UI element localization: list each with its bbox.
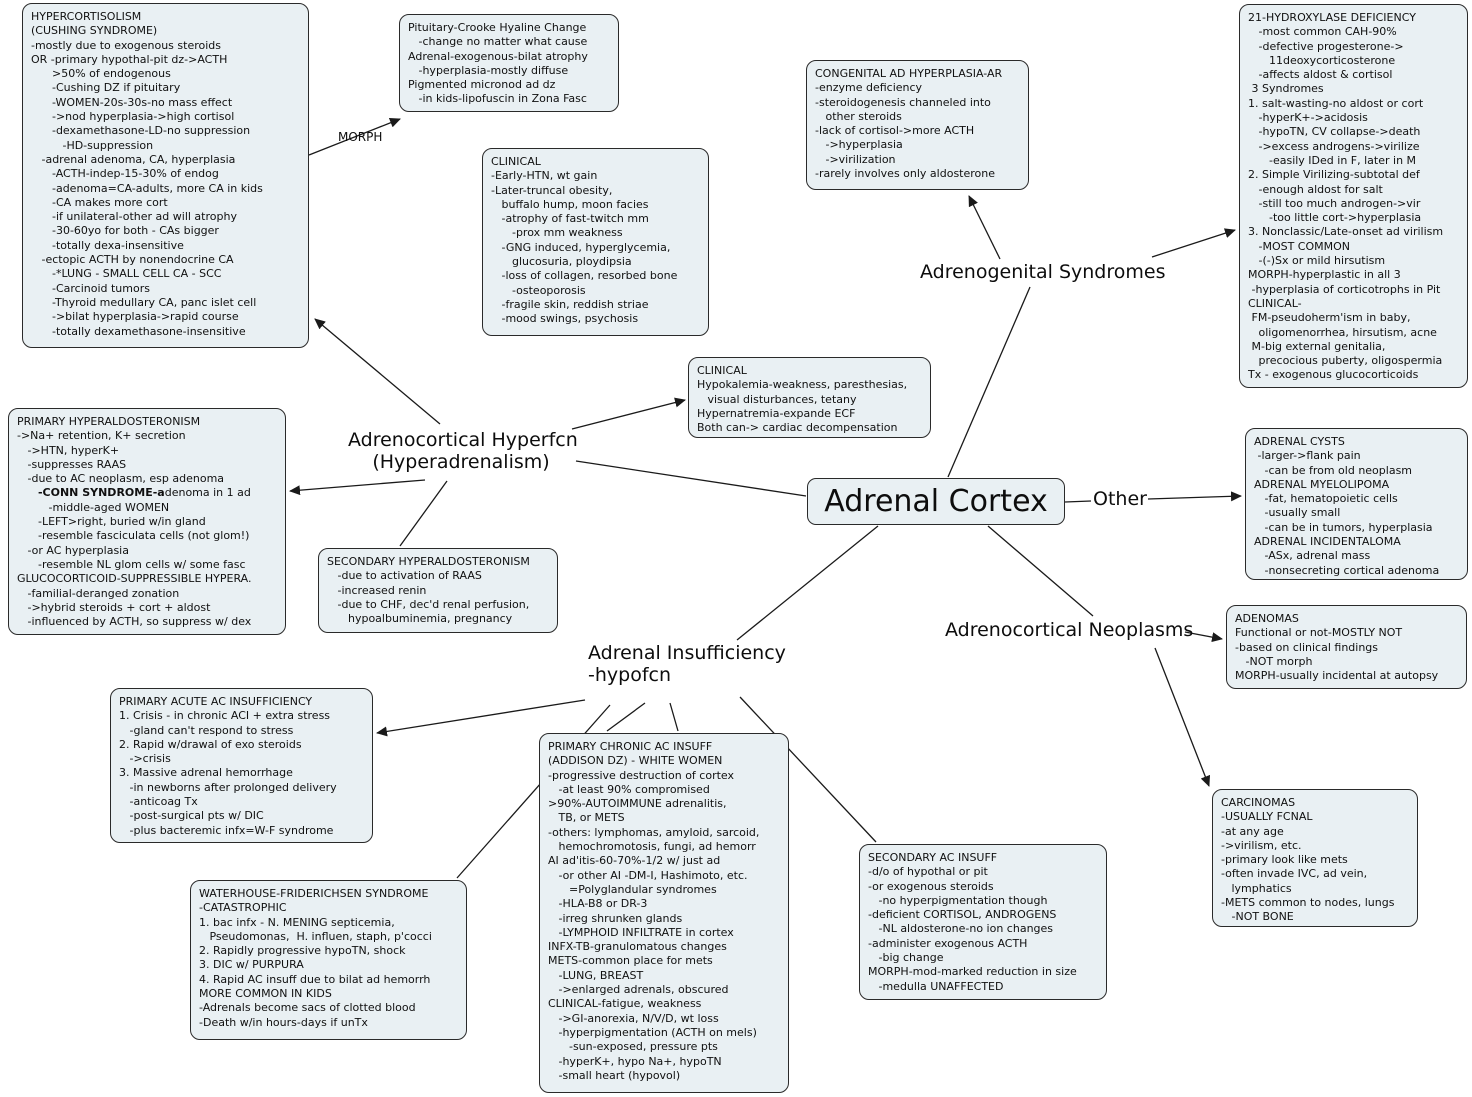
branch-label-adrenogenital-syndromes[interactable] [920, 261, 1166, 283]
concept-box-hypercortisolism[interactable] [22, 3, 309, 348]
box-line: -adrenal adenoma, CA, hyperplasia [31, 152, 236, 166]
box-line: other steroids [815, 109, 902, 123]
box-line: -USUALLY FCNAL [1221, 810, 1313, 824]
box-line: -affects aldost & cortisol [1248, 68, 1393, 82]
box-line: -familial-deranged zonation [17, 586, 180, 600]
box-line: 3. Massive adrenal hemorrhage [119, 766, 293, 780]
box-line: -enzyme deficiency [815, 81, 923, 95]
box-line: -LUNG, BREAST [548, 968, 644, 982]
box-line: ->GI-anorexia, N/V/D, wt loss [548, 1011, 719, 1025]
box-line: CLINICAL- [1248, 296, 1302, 310]
box-line: buffalo hump, moon facies [491, 197, 649, 211]
connector-arrow [315, 319, 440, 424]
box-line: ->HTN, hyperK+ [17, 443, 120, 457]
box-line: (ADDISON DZ) - WHITE WOMEN [548, 754, 723, 768]
box-line: ADRENAL CYSTS [1254, 435, 1345, 448]
box-line: -medulla UNAFFECTED [868, 979, 1004, 993]
box-line: -hypoTN, CV collapse->death [1248, 125, 1421, 139]
box-line: -loss of collagen, resorbed bone [491, 269, 678, 283]
box-line: -no hyperpigmentation though [868, 893, 1048, 907]
branch-label-line: Adrenal Insufficiency [588, 642, 786, 664]
box-line: ADENOMAS [1235, 612, 1299, 625]
box-line: -plus bacteremic infx=W-F syndrome [119, 823, 334, 837]
box-line: -Carcinoid tumors [31, 281, 150, 295]
box-line: -rarely involves only aldosterone [815, 167, 996, 181]
branch-label-line: Other [1093, 488, 1147, 510]
box-line: -due to AC neoplasm, esp adenoma [17, 472, 225, 486]
box-line: GLUCOCORTICOID-SUPPRESSIBLE HYPERA. [17, 572, 252, 586]
box-line: SECONDARY AC INSUFF [868, 851, 998, 864]
box-line: AI ad'itis-60-70%-1/2 w/ just ad [548, 854, 721, 868]
box-line: lymphatics [1221, 881, 1292, 895]
connector-line [607, 703, 645, 731]
box-line: -or AC hyperplasia [17, 543, 129, 557]
box-line: -small heart (hypovol) [548, 1068, 681, 1082]
box-line: Hypernatremia-expande ECF [697, 406, 856, 420]
connector-line [576, 461, 806, 496]
box-line: -administer exogenous ACTH [868, 936, 1028, 950]
box-line: TB, or METS [548, 811, 625, 825]
box-line: -LEFT>right, buried w/in gland [17, 515, 206, 529]
box-line: -adenoma=CA-adults, more CA in kids [31, 181, 263, 195]
connector-line [670, 703, 678, 731]
box-line: 4. Rapid AC insuff due to bilat ad hemorrh [199, 972, 431, 986]
box-line: oligomenorrhea, hirsutism, acne [1248, 325, 1437, 339]
box-line: visual disturbances, tetany [697, 392, 857, 406]
box-line: -at any age [1221, 824, 1284, 838]
box-line: -Cushing DZ if pituitary [31, 81, 181, 95]
box-line: -in newborns after prolonged delivery [119, 780, 337, 794]
box-line: -prox mm weakness [491, 226, 623, 240]
box-line: ->crisis [119, 752, 171, 766]
box-line: -at least 90% compromised [548, 782, 710, 796]
box-line: 2. Rapidly progressive hypoTN, shock [199, 944, 406, 958]
box-line: -HD-suppression [31, 138, 154, 152]
box-line: -HLA-B8 or DR-3 [548, 897, 648, 911]
box-line: -totally dexa-insensitive [31, 238, 184, 252]
box-line: Adrenal-exogenous-bilat atrophy [408, 49, 588, 63]
box-line: -hyperK+->acidosis [1248, 111, 1368, 125]
box-line: -in kids-lipofuscin in Zona Fasc [408, 92, 587, 106]
box-line: -larger->flank pain [1254, 449, 1361, 463]
box-line: -can be in tumors, hyperplasia [1254, 520, 1433, 534]
box-line: -d/o of hypothal or pit [868, 865, 988, 879]
box-line: -if unilateral-other ad will atrophy [31, 210, 237, 224]
box-line: -lack of cortisol->more ACTH [815, 124, 975, 138]
box-line: >90%-AUTOIMMUNE adrenalitis, [548, 797, 727, 811]
box-line: -NL aldosterone-no ion changes [868, 922, 1054, 936]
box-line: -CONN SYNDROME-adenoma in 1 ad [37, 486, 251, 500]
box-line: glucosuria, ploydipsia [491, 255, 632, 269]
box-line: -fat, hematopoietic cells [1254, 492, 1398, 506]
box-line: -Early-HTN, wt gain [491, 169, 598, 183]
box-line: METS-common place for mets [548, 954, 713, 968]
box-line: Hypokalemia-weakness, paresthesias, [697, 378, 908, 392]
box-line: -steroidogenesis channeled into [815, 95, 991, 109]
box-line: =Polyglandular syndromes [548, 882, 717, 896]
box-line: 3. Nonclassic/Late-onset ad virilism [1248, 225, 1444, 239]
box-line: -based on clinical findings [1235, 640, 1379, 654]
box-line: 1. bac infx - N. MENING septicemia, [199, 915, 395, 929]
box-line: CARCINOMAS [1221, 796, 1296, 809]
box-line: -mood swings, psychosis [491, 312, 639, 326]
box-line: -resemble NL glom cells w/ some fasc [17, 557, 246, 571]
concept-box-clinical-cushing[interactable] [482, 148, 709, 336]
box-line: -can be from old neoplasm [1254, 463, 1413, 477]
box-line: -progressive destruction of cortex [548, 768, 734, 782]
box-line: ->virilism, etc. [1221, 838, 1302, 852]
box-line: WATERHOUSE-FRIDERICHSEN SYNDROME [199, 887, 429, 900]
box-line: 3 Syndromes [1248, 82, 1324, 96]
box-line: -Adrenals become sacs of clotted blood [199, 1001, 416, 1015]
box-line: Functional or not-MOSTLY NOT [1235, 626, 1403, 640]
box-line: CLINICAL-fatigue, weakness [548, 997, 702, 1011]
box-line: -middle-aged WOMEN [17, 500, 170, 514]
box-line: MORPH-hyperplastic in all 3 [1248, 268, 1401, 282]
box-line: PRIMARY HYPERALDOSTERONISM [17, 415, 201, 428]
box-line: -due to CHF, dec'd renal perfusion, [327, 597, 530, 611]
branch-label-adrenocortical-neoplasms[interactable] [945, 619, 1194, 641]
box-line: -post-surgical pts w/ DIC [119, 809, 264, 823]
box-line: -osteoporosis [491, 283, 586, 297]
box-line: ->enlarged adrenals, obscured [548, 983, 729, 997]
connector-line [737, 526, 878, 640]
box-line: -most common CAH-90% [1248, 25, 1397, 39]
center-node-adrenal-cortex[interactable]: Adrenal Cortex [807, 478, 1065, 525]
box-line: -sun-exposed, pressure pts [548, 1040, 718, 1054]
concept-box-secondary-ac-insuff[interactable] [859, 844, 1107, 1000]
box-line: -mostly due to exogenous steroids [31, 38, 221, 52]
box-line: -defective progesterone-> [1248, 39, 1404, 53]
box-line: -hyperplasia-mostly diffuse [408, 63, 569, 77]
box-line: -dexamethasone-LD-no suppression [31, 124, 251, 138]
box-line: -hyperpigmentation (ACTH on mels) [548, 1025, 757, 1039]
box-line: -WOMEN-20s-30s-no mass effect [31, 95, 233, 109]
connector-arrow [290, 480, 425, 491]
box-line: PRIMARY CHRONIC AC INSUFF [548, 740, 713, 753]
box-line: -NOT morph [1235, 654, 1313, 668]
box-line: ADRENAL INCIDENTALOMA [1254, 535, 1401, 549]
box-line: ->Na+ retention, K+ secretion [17, 429, 186, 443]
box-line: -still too much androgen->vir [1248, 196, 1421, 210]
box-line: precocious puberty, oligospermia [1248, 354, 1443, 368]
box-line: MORPH-usually incidental at autopsy [1235, 669, 1439, 683]
box-line: 21-HYDROXYLASE DEFICIENCY [1248, 11, 1416, 24]
box-line: -Thyroid medullary CA, panc islet cell [31, 295, 257, 309]
box-line: 1. Crisis - in chronic ACI + extra stress [119, 709, 331, 723]
box-line: SECONDARY HYPERALDOSTERONISM [327, 555, 530, 568]
box-line: ->hybrid steroids + cort + aldost [17, 600, 211, 614]
branch-label-morph[interactable] [338, 130, 390, 144]
box-line: -anticoag Tx [119, 795, 198, 809]
box-line: -ASx, adrenal mass [1254, 549, 1371, 563]
concept-box-secondary-hyperaldosteronism[interactable] [318, 548, 558, 633]
connector-arrow [1152, 230, 1235, 257]
concept-box-clinical-hyperaldo[interactable] [688, 357, 931, 438]
box-line: hypoalbuminemia, pregnancy [327, 612, 513, 626]
branch-label-line: MORPH [338, 130, 383, 144]
box-line: -increased renin [327, 583, 427, 597]
box-line: OR -primary hypothal-pit dz->ACTH [31, 52, 228, 66]
box-line: -LYMPHOID INFILTRATE in cortex [548, 925, 734, 939]
box-line: 1. salt-wasting-no aldost or cort [1248, 96, 1424, 110]
branch-label-line: -hypofcn [588, 664, 672, 687]
connector-line [400, 481, 447, 546]
box-line: -MOST COMMON [1248, 239, 1351, 253]
box-line: Pigmented micronod ad dz [408, 78, 556, 92]
concept-box-congenital-ad-hyperplasia[interactable] [806, 60, 1029, 190]
box-line: -usually small [1254, 506, 1341, 520]
box-line: -easily IDed in F, later in M [1248, 153, 1417, 167]
connector-line [1065, 501, 1091, 502]
box-line: -METS common to nodes, lungs [1221, 896, 1395, 910]
box-line: -CATASTROPHIC [199, 901, 287, 915]
box-line: 2. Rapid w/drawal of exo steroids [119, 737, 302, 751]
branch-label-adrenal-insufficiency[interactable] [588, 642, 788, 687]
box-line: -CA makes more cort [31, 195, 168, 209]
box-line: -GNG induced, hyperglycemia, [491, 240, 671, 254]
box-line: FM-pseudoherm'ism in baby, [1248, 311, 1411, 325]
connector-arrow [572, 400, 685, 429]
box-line: CLINICAL [491, 155, 541, 168]
box-line: MORE COMMON IN KIDS [199, 987, 332, 1001]
box-line: -30-60yo for both - CAs bigger [31, 224, 219, 238]
box-line: Pseudomonas, H. influen, staph, p'cocci [199, 929, 432, 943]
connector-line [988, 526, 1093, 616]
box-line: -Death w/in hours-days if unTx [199, 1015, 368, 1029]
box-line: -too little cort->hyperplasia [1248, 211, 1422, 225]
box-line: -due to activation of RAAS [327, 569, 482, 583]
concept-box-primary-chronic-ac-insuff[interactable] [539, 733, 789, 1093]
box-line: ->hyperplasia [815, 138, 903, 152]
box-line: 11deoxycorticosterone [1248, 53, 1396, 67]
box-line: -influenced by ACTH, so suppress w/ dex [17, 615, 252, 629]
connector-arrow [377, 700, 585, 733]
box-line: HYPERCORTISOLISM [31, 10, 142, 23]
box-line: -deficient CORTISOL, ANDROGENS [868, 908, 1057, 922]
box-line: -ectopic ACTH by nonendocrine CA [31, 253, 234, 267]
branch-label-line: Adrenocortical Hyperfcn [348, 429, 578, 451]
box-line: INFX-TB-granulomatous changes [548, 940, 727, 954]
concept-box-carcinomas[interactable] [1212, 789, 1418, 927]
box-line: -big change [868, 951, 944, 965]
box-line: -suppresses RAAS [17, 457, 127, 471]
box-line: -ACTH-indep-15-30% of endog [31, 167, 219, 181]
concept-box-primary-hyperaldosteronism[interactable] [8, 408, 286, 635]
branch-label-other[interactable] [1093, 488, 1153, 510]
box-line: ADRENAL MYELOLIPOMA [1254, 477, 1390, 491]
connector-arrow [1155, 648, 1209, 786]
connector-arrow [1148, 496, 1241, 499]
concept-box-pituitary-crooke[interactable] [399, 14, 619, 112]
box-line: -often invade IVC, ad vein, [1221, 867, 1368, 881]
box-line: -primary look like mets [1221, 853, 1348, 867]
box-line: -fragile skin, reddish striae [491, 297, 649, 311]
box-line: -hyperplasia of corticotrophs in Pit [1248, 282, 1441, 296]
concept-box-21-hydroxylase-deficiency[interactable] [1239, 4, 1468, 388]
connector-line [948, 287, 1030, 477]
box-line: ->excess androgens->virilize [1248, 139, 1420, 153]
branch-label-line: (Hyperadrenalism) [372, 451, 550, 474]
box-line: ->bilat hyperplasia->rapid course [31, 310, 239, 324]
box-line: -or exogenous steroids [868, 879, 994, 893]
branch-label-line: Adrenocortical Neoplasms [945, 619, 1194, 641]
box-line: -irreg shrunken glands [548, 911, 683, 925]
box-line: CLINICAL [697, 364, 747, 377]
concept-box-adrenal-cysts-other[interactable] [1245, 428, 1468, 580]
box-line: 2. Simple Virilizing-subtotal def [1248, 168, 1420, 182]
box-line: Pituitary-Crooke Hyaline Change [408, 21, 587, 34]
box-line: -hyperK+, hypo Na+, hypoTN [548, 1054, 722, 1068]
concept-box-waterhouse-friderichsen[interactable] [190, 880, 467, 1040]
box-line: CONGENITAL AD HYPERPLASIA-AR [815, 67, 1003, 80]
concept-box-primary-acute-ac-insufficiency[interactable] [110, 688, 373, 843]
box-line: -atrophy of fast-twitch mm [491, 212, 649, 226]
box-line: ->nod hyperplasia->high cortisol [31, 110, 235, 124]
branch-label-adrenocortical-hyperfcn[interactable] [348, 429, 578, 474]
box-line: -others: lymphomas, amyloid, sarcoid, [548, 825, 760, 839]
box-line: Both can-> cardiac decompensation [697, 421, 898, 435]
box-line: >50% of endogenous [31, 67, 171, 81]
box-line: MORPH-mod-marked reduction in size [868, 965, 1077, 979]
box-line: -change no matter what cause [408, 35, 588, 49]
box-line: (CUSHING SYNDROME) [31, 24, 158, 38]
branch-label-line: Adrenogenital Syndromes [920, 261, 1166, 283]
box-line: -(-)Sx or mild hirsutism [1248, 254, 1386, 268]
box-line: -*LUNG - SMALL CELL CA - SCC [31, 267, 222, 281]
box-line: -resemble fasciculata cells (not glom!) [17, 529, 250, 543]
box-line: M-big external genitalia, [1248, 339, 1386, 353]
concept-box-adenomas[interactable] [1226, 605, 1467, 689]
box-line: 3. DIC w/ PURPURA [199, 958, 304, 972]
box-line: -or other AI -DM-I, Hashimoto, etc. [548, 868, 748, 882]
box-line: -NOT BONE [1221, 910, 1294, 924]
box-line: -totally dexamethasone-insensitive [31, 324, 246, 338]
box-line: -enough aldost for salt [1248, 182, 1383, 196]
box-line: PRIMARY ACUTE AC INSUFFICIENCY [119, 695, 313, 708]
box-line: -Later-truncal obesity, [491, 183, 613, 197]
box-line: ->virilization [815, 152, 896, 166]
box-line: -nonsecreting cortical adenoma [1254, 563, 1440, 577]
box-line: Tx - exogenous glucocorticoids [1248, 368, 1419, 382]
box-line: hemochromotosis, fungi, ad hemorr [548, 840, 756, 854]
connector-arrow [969, 196, 1000, 259]
box-line: -gland can't respond to stress [119, 723, 294, 737]
